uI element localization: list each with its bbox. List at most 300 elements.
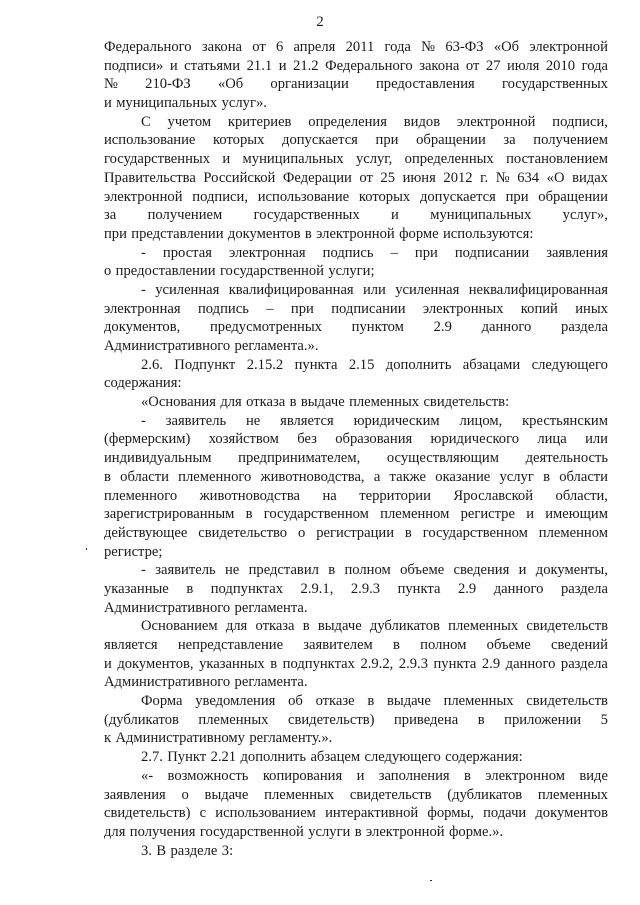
word: и [222, 151, 231, 168]
word: подписи» [104, 57, 164, 74]
word: указанных [199, 655, 265, 672]
word: свидетельств [526, 693, 608, 710]
word: и [391, 207, 399, 224]
word: документы, [535, 562, 608, 579]
text-line [104, 655, 608, 674]
word: подписи, [552, 113, 608, 130]
word: при [104, 225, 127, 242]
word: муниципальных [430, 207, 532, 224]
word: в [270, 655, 278, 672]
word: государственном [263, 506, 369, 523]
word: 2.15 [348, 356, 375, 373]
word: раздела [561, 319, 608, 336]
word: свидетельств [526, 618, 608, 635]
word: или [585, 431, 608, 448]
word: 27 [485, 57, 501, 74]
word: видов [403, 113, 441, 130]
word: – [390, 244, 398, 261]
word: отказа [255, 618, 295, 635]
word: территории [359, 487, 431, 504]
text-line [104, 487, 608, 506]
word: хозяйством [208, 431, 279, 448]
word: крестьянским [522, 412, 608, 429]
word: племенных [264, 786, 335, 803]
word: Административного [104, 674, 231, 691]
word: закона [201, 39, 243, 55]
scan-mark [86, 548, 87, 550]
word: племенных [198, 711, 269, 728]
word: допускается [419, 188, 496, 205]
word: к [104, 730, 112, 747]
word: видах [572, 169, 608, 186]
word: абзацем [310, 749, 361, 766]
word: данного [505, 655, 556, 672]
word: отказе [315, 693, 355, 710]
word: раздела [560, 580, 608, 597]
text-line [104, 318, 608, 337]
word: в [302, 618, 310, 635]
text-line [104, 356, 608, 375]
word: в [104, 468, 111, 485]
word: предоставления [375, 76, 475, 93]
word: 6 [275, 39, 284, 55]
word: заполнения [378, 767, 450, 784]
word: (дубликатов [104, 711, 179, 728]
word: 2010 [545, 57, 576, 74]
word: получения [129, 823, 196, 840]
word: получением [147, 207, 223, 224]
word: и [169, 57, 178, 74]
text-line [104, 393, 608, 412]
word: государственном [422, 524, 528, 541]
word: лицом, [459, 412, 503, 429]
text-line [104, 786, 608, 805]
word: - [141, 244, 146, 261]
word: в [328, 562, 336, 579]
word: формы, [427, 805, 474, 822]
word: 25 [380, 169, 396, 186]
word: квалифицированная [228, 281, 354, 298]
word: при [290, 300, 314, 317]
word: постановлением [506, 151, 608, 168]
word: содержания: [445, 749, 523, 766]
word: свидетельств [349, 786, 432, 803]
word: раздела [560, 655, 608, 672]
word: племенном [380, 506, 450, 523]
word: 210-ФЗ [145, 76, 191, 93]
word: в [367, 693, 375, 710]
text-line [104, 505, 608, 524]
word: с [199, 805, 207, 822]
word: услуг». [221, 95, 267, 112]
word: уведомления [195, 693, 276, 710]
word: получением [533, 132, 608, 149]
word: 63-ФЗ [445, 39, 484, 55]
word: 2.9 [481, 655, 501, 672]
word: выдаче [300, 394, 345, 411]
word: услуги [308, 823, 351, 840]
text-line [104, 767, 608, 786]
word: заявителем [303, 637, 373, 653]
word: пункта [397, 580, 441, 597]
word: образования [335, 431, 413, 448]
word: объеме [400, 562, 445, 579]
word: племенных [349, 394, 420, 411]
word: государственных [501, 76, 608, 93]
word: выдаче [317, 618, 362, 635]
text-line [104, 38, 608, 57]
word: и [518, 562, 527, 579]
word: электронном [485, 767, 565, 784]
word: племенного [178, 468, 252, 485]
word: в [404, 524, 412, 541]
word: выдаче [204, 786, 249, 803]
word: области, [555, 487, 608, 504]
word: племенного [104, 487, 178, 504]
word: деятельность [525, 450, 608, 467]
text-line [104, 543, 608, 562]
word: регламента. [234, 674, 308, 691]
text-line [104, 673, 608, 692]
text-line [104, 729, 608, 748]
word: Форма [141, 693, 183, 710]
word: (дубликатов [447, 786, 523, 803]
word: Административного [104, 338, 231, 354]
word: 2.9.3 [350, 580, 381, 597]
word: от [252, 39, 266, 55]
word: подпунктах [210, 580, 283, 597]
word: закона [419, 57, 460, 74]
word: - [141, 412, 146, 429]
text-line [104, 430, 608, 449]
word: 21.2 [293, 57, 319, 74]
word: 2011 [345, 39, 375, 55]
word: заявитель [165, 412, 227, 429]
word: выдаче [387, 693, 431, 710]
word: Пункт [167, 749, 207, 766]
word: услуг», [562, 207, 608, 224]
word: для [104, 823, 126, 840]
text-line [104, 57, 608, 76]
word: С [141, 113, 151, 130]
word: 2.7. [141, 749, 163, 766]
word: подпись [322, 244, 374, 261]
word: 2.15.2 [246, 356, 284, 373]
word: определения [308, 113, 387, 130]
word: зарегистрированным [104, 506, 235, 523]
word: без [297, 431, 317, 448]
word: Административного [104, 599, 231, 616]
word: копирования [262, 767, 343, 784]
word: «Об [217, 76, 244, 93]
word: использованием [215, 805, 316, 822]
word: также [389, 468, 427, 485]
text-line [104, 113, 608, 132]
text-line [104, 300, 608, 319]
text-line [104, 75, 608, 94]
word: животноводства [199, 487, 300, 504]
word: «О [546, 169, 565, 186]
text-line [104, 374, 608, 393]
word: животноводства, [260, 468, 365, 485]
word: регистрации [316, 524, 395, 541]
word: Правительства [104, 169, 196, 186]
word: приведена [393, 711, 459, 728]
word: дубликатов [369, 618, 440, 635]
word: при [414, 244, 438, 261]
word: форме.». [448, 823, 504, 840]
word: Ярославской [453, 487, 534, 504]
word: объеме [486, 637, 531, 653]
word: и [278, 57, 287, 74]
text-line [104, 131, 608, 150]
word: абзацами [462, 356, 521, 373]
word: или [362, 281, 386, 298]
word: «Основания [141, 394, 216, 411]
word: указанные [104, 580, 169, 597]
text-line [104, 225, 608, 244]
text-line [104, 94, 608, 113]
word: в [304, 225, 312, 242]
word: племенном [538, 524, 608, 541]
word: подписании [454, 244, 530, 261]
word: критериев [227, 113, 292, 130]
word: пунктом [351, 319, 404, 336]
word: на [322, 487, 337, 504]
word: юридическим [353, 412, 440, 429]
word: и [526, 506, 534, 523]
text-line [104, 150, 608, 169]
word: для [220, 394, 242, 411]
text-line [104, 169, 608, 188]
word: за [104, 207, 117, 224]
word: не [224, 562, 240, 579]
word: свидетельство [198, 524, 288, 541]
word: возможность [167, 767, 249, 784]
word: не [245, 412, 261, 429]
word: регистре; [104, 543, 163, 560]
word: в [477, 711, 485, 728]
word: имеющим [545, 506, 608, 523]
word: содержания: [104, 375, 182, 392]
text-line [104, 524, 608, 543]
word: лица [537, 431, 567, 448]
word: регламента.». [234, 338, 319, 354]
word: Российской [203, 169, 276, 186]
word: является [104, 637, 158, 653]
text-line [104, 206, 608, 225]
document-body [104, 38, 608, 860]
word: электронной [529, 39, 608, 55]
text-line [104, 244, 608, 263]
text-line [104, 188, 608, 207]
word: в [393, 637, 400, 653]
text-line [104, 561, 608, 580]
word: приложении [504, 711, 582, 728]
text-line [104, 468, 608, 487]
word: данного [481, 319, 532, 336]
text-line [104, 412, 608, 431]
word: от [465, 57, 480, 74]
word: 2.21 [210, 749, 237, 766]
word: о [181, 786, 189, 803]
word: в [354, 823, 362, 840]
word: непредставление [177, 637, 284, 653]
word: Федерального [104, 39, 192, 55]
word: при [375, 132, 399, 149]
word: подпунктах [282, 655, 355, 672]
word: простая [162, 244, 212, 261]
word: 2.9.3 [398, 655, 428, 672]
word: № [495, 169, 510, 186]
word: интерактивной [325, 805, 419, 822]
word: дополнить [240, 749, 307, 766]
word: разделе [170, 842, 218, 859]
word: сведений [551, 637, 608, 653]
word: июля [507, 57, 540, 74]
word: использование [257, 188, 350, 205]
word: копий [520, 300, 558, 317]
word: дополнить [385, 356, 452, 373]
word: документов, [117, 655, 194, 672]
word: использование [104, 132, 196, 149]
word: подачи [483, 805, 527, 822]
word: юридического [430, 431, 520, 448]
word: полном [344, 562, 391, 579]
word: 2.9 [457, 580, 477, 597]
word: в [464, 767, 471, 784]
word: данного [493, 580, 544, 597]
text-line [104, 823, 608, 842]
word: организации [270, 76, 349, 93]
word: обращении [416, 132, 486, 149]
word: племенных [448, 618, 519, 635]
word: виде [579, 767, 608, 784]
word: осуществляющим [386, 450, 499, 467]
word: Федерации [282, 169, 352, 186]
word: предпринимателем, [238, 450, 361, 467]
word: - [141, 281, 146, 298]
word: учетом [167, 113, 212, 130]
word: статьями [184, 57, 241, 74]
word: области [559, 468, 608, 485]
word: «- [141, 767, 154, 784]
word: за [503, 132, 516, 149]
word: племенных [443, 693, 514, 710]
word: в [186, 580, 194, 597]
word: об [288, 693, 303, 710]
word: 2.9 [433, 319, 452, 336]
text-line [104, 599, 608, 618]
word: документов [535, 805, 608, 822]
word: свидетельств: [423, 394, 510, 411]
word: пункта [433, 655, 477, 672]
word: Федерального [325, 57, 413, 74]
word: 2.6. [141, 356, 163, 373]
word: представил [248, 562, 319, 579]
word: пункта [294, 356, 338, 373]
word: документов [227, 225, 301, 242]
word: отказа [246, 394, 286, 411]
word: государственных [253, 207, 360, 224]
word: 634 [517, 169, 540, 186]
word: используются: [443, 225, 534, 242]
word: в [289, 394, 297, 411]
word: области [120, 468, 169, 485]
word: предусмотренных [209, 319, 322, 336]
word: форме [399, 225, 439, 242]
word: «Об [493, 39, 520, 55]
word: заявитель [155, 562, 216, 579]
word: электронной [104, 188, 183, 205]
text-line [104, 804, 608, 823]
word: оказание [435, 468, 491, 485]
text-line [104, 449, 608, 468]
word: свидетельств) [287, 711, 375, 728]
word: (фермерским) [104, 431, 191, 448]
word: № [104, 76, 118, 93]
word: представлении [131, 225, 224, 242]
word: 3: [221, 842, 234, 859]
word: усиленная [395, 281, 460, 298]
word: регистре [460, 506, 515, 523]
word: следующего [531, 356, 608, 373]
word: 2012 [443, 169, 473, 186]
word: г. [480, 169, 489, 186]
word: о [298, 524, 306, 541]
word: - [141, 562, 146, 579]
word: иных [575, 300, 608, 317]
word: электронной [456, 113, 536, 130]
text-line [104, 262, 608, 281]
word: Подпункт [174, 356, 236, 373]
word: которых [358, 188, 411, 205]
word: и [104, 95, 112, 112]
word: усиленная [155, 281, 220, 298]
word: электронной [316, 225, 395, 242]
word: В [156, 842, 167, 859]
word: государственной [219, 263, 324, 280]
word: – [266, 300, 274, 317]
word: при [505, 188, 529, 205]
word: электронная [228, 244, 306, 261]
word: электронной [366, 823, 445, 840]
text-line [104, 337, 608, 356]
scan-mark [430, 880, 432, 881]
word: неквалифицированная [468, 281, 608, 298]
text-line [104, 580, 608, 599]
word: а [373, 468, 381, 485]
word: подписании [331, 300, 406, 317]
word: которых [213, 132, 265, 149]
word: индивидуальным [104, 450, 212, 467]
word: для [225, 618, 248, 635]
word: и [104, 655, 112, 672]
word: племенных [537, 786, 608, 803]
text-line [104, 748, 608, 767]
word: документов, [104, 319, 181, 336]
text-line [104, 692, 608, 711]
text-line [104, 617, 608, 636]
word: электронных [422, 300, 504, 317]
word: от [359, 169, 373, 186]
text-line [104, 711, 608, 730]
text-line [104, 281, 608, 300]
word: сведения [453, 562, 510, 579]
word: регламенту.». [249, 730, 333, 747]
word: заявления [546, 244, 608, 261]
word: 21.1 [246, 57, 273, 74]
